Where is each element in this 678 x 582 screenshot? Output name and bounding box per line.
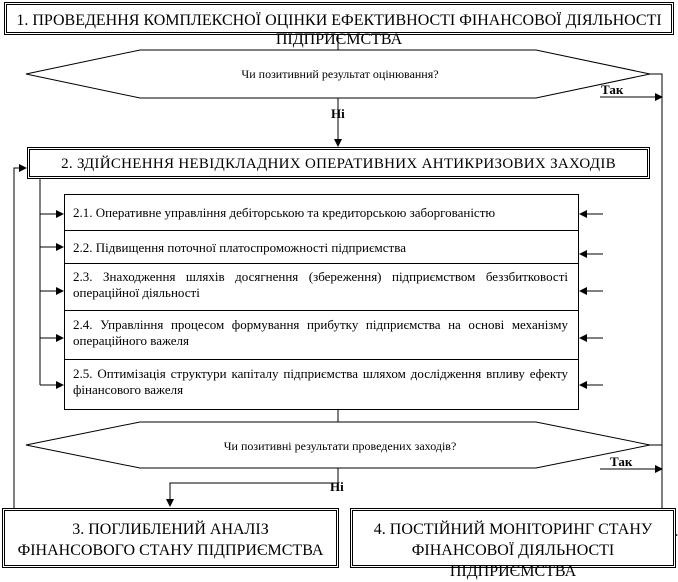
- decision-1-yes-label: Так: [601, 82, 624, 97]
- measure-item-2: 2.2. Підвищення поточної платоспроможності підприємства: [65, 230, 578, 263]
- decision-2-no-label: Ні: [330, 479, 344, 494]
- measure-item-4: 2.4. Управління процесом формування прибутку підприємства на основі механізму операційного важеля: [65, 310, 578, 359]
- step-1-box: [4, 2, 674, 48]
- decision-1-no-label: Ні: [331, 106, 345, 121]
- step-2-box: [27, 147, 650, 179]
- measure-item-1: 2.1. Оперативне управління дебіторською та кредиторською заборгованістю: [73, 205, 496, 220]
- step-3-box: [2, 508, 339, 568]
- step-2-title: 2. ЗДІЙСНЕННЯ НЕВІДКЛАДНИХ ОПЕРАТИВНИХ АНТИКРИЗОВИХ ЗАХОДІВ: [61, 156, 616, 172]
- measure-item-5: 2.5. Оптимізація структури капіталу підприємства шляхом дослідження впливу ефекту фінансового важеля: [65, 359, 578, 411]
- measure-item-3: 2.3. Знаходження шляхів досягнення (збереження) підприємством беззбитковості операційної діяльності: [65, 263, 578, 310]
- step-1-title: 1. ПРОВЕДЕННЯ КОМПЛЕКСНОЇ ОЦІНКИ ЕФЕКТИВНОСТІ ФІНАНСОВОЇ ДІЯЛЬНОСТІ ПІДПРИЄМСТВА: [16, 12, 662, 48]
- decision-1-question: Чи позитивний результат оцінювання?: [241, 67, 439, 81]
- step-4-title: 4. ПОСТІЙНИЙ МОНІТОРИНГ СТАНУ ФІНАНСОВОЇ ДІЯЛЬНОСТІ ПІДПРИЄМСТВА: [373, 521, 653, 580]
- decision-2-yes-label: Так: [610, 454, 633, 469]
- decision-2-question: Чи позитивні результати проведених заходів?: [223, 439, 457, 453]
- step-3-title: 3. ПОГЛИБЛЕНИЙ АНАЛІЗ ФІНАНСОВОГО СТАНУ ПІДПРИЄМСТВА: [17, 521, 324, 559]
- step-4-box: [350, 508, 676, 580]
- measures-list: [64, 194, 579, 410]
